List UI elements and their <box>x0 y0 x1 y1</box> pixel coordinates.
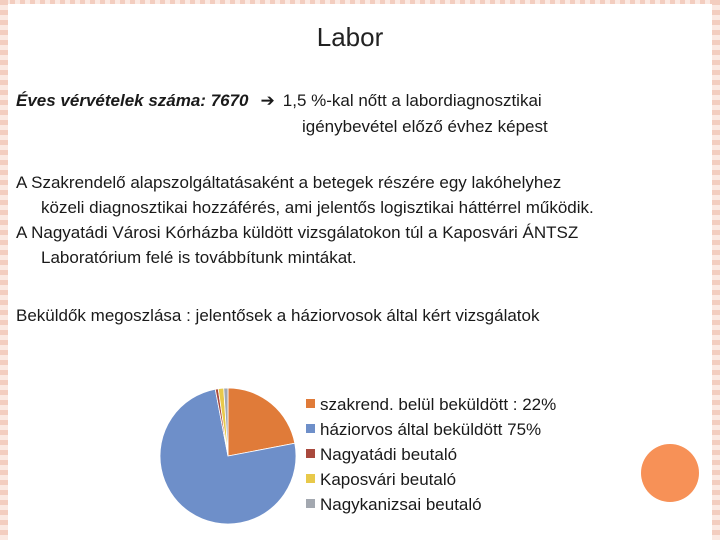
legend-swatch <box>306 449 315 458</box>
legend-swatch <box>306 474 315 483</box>
legend-label: Nagyatádi beutaló <box>320 445 458 464</box>
decorative-circle <box>641 444 699 502</box>
legend-swatch <box>306 499 315 508</box>
legend-item-4 <box>306 468 556 493</box>
paragraph-2-line1: A Nagyatádi Városi Kórházba küldött vizsgálatokon túl a Kaposvári ÁNTSZ <box>16 223 579 242</box>
paragraph-3 <box>16 303 706 328</box>
paragraph-2 <box>16 220 706 270</box>
legend-item-1 <box>306 393 556 418</box>
stat-text-line2: igénybevétel előző évhez képest <box>302 117 548 136</box>
paragraph-1-line1: A Szakrendelő alapszolgáltatásaként a betegek részére egy lakóhelyhez <box>16 173 562 192</box>
stat-block <box>16 88 706 140</box>
arrow-icon: ➔ <box>260 91 275 110</box>
stat-text-line1: 1,5 %-kal nőtt a labordiagnosztikai <box>282 91 542 110</box>
paragraph-1-line2: közeli diagnosztikai hozzáférés, ami jelentős logisztikai háttérrel működik. <box>41 198 594 217</box>
stat-label: Éves vérvételek száma: 7670 <box>16 91 249 110</box>
chart-legend <box>306 393 556 518</box>
legend-item-5 <box>306 493 556 518</box>
legend-label: szakrend. belül beküldött : 22% <box>320 395 557 414</box>
legend-item-2 <box>306 418 556 443</box>
legend-label: Kaposvári beutaló <box>320 470 457 489</box>
legend-swatch <box>306 424 315 433</box>
legend-label: Nagykanizsai beutaló <box>320 495 482 514</box>
frame-right-border <box>712 0 720 540</box>
frame-top-border <box>0 0 720 4</box>
legend-item-3 <box>306 443 556 468</box>
pie-chart <box>158 386 298 526</box>
slide-title: Labor <box>316 22 384 52</box>
paragraph-1 <box>16 170 706 220</box>
legend-label: háziorvos által beküldött 75% <box>320 420 542 439</box>
frame-left-border <box>0 0 8 540</box>
paragraph-2-line2: Laboratórium felé is továbbítunk mintákat. <box>41 248 357 267</box>
paragraph-3-text: Beküldők megoszlása : jelentősek a háziorvosok által kért vizsgálatok <box>16 306 540 325</box>
legend-swatch <box>306 399 315 408</box>
